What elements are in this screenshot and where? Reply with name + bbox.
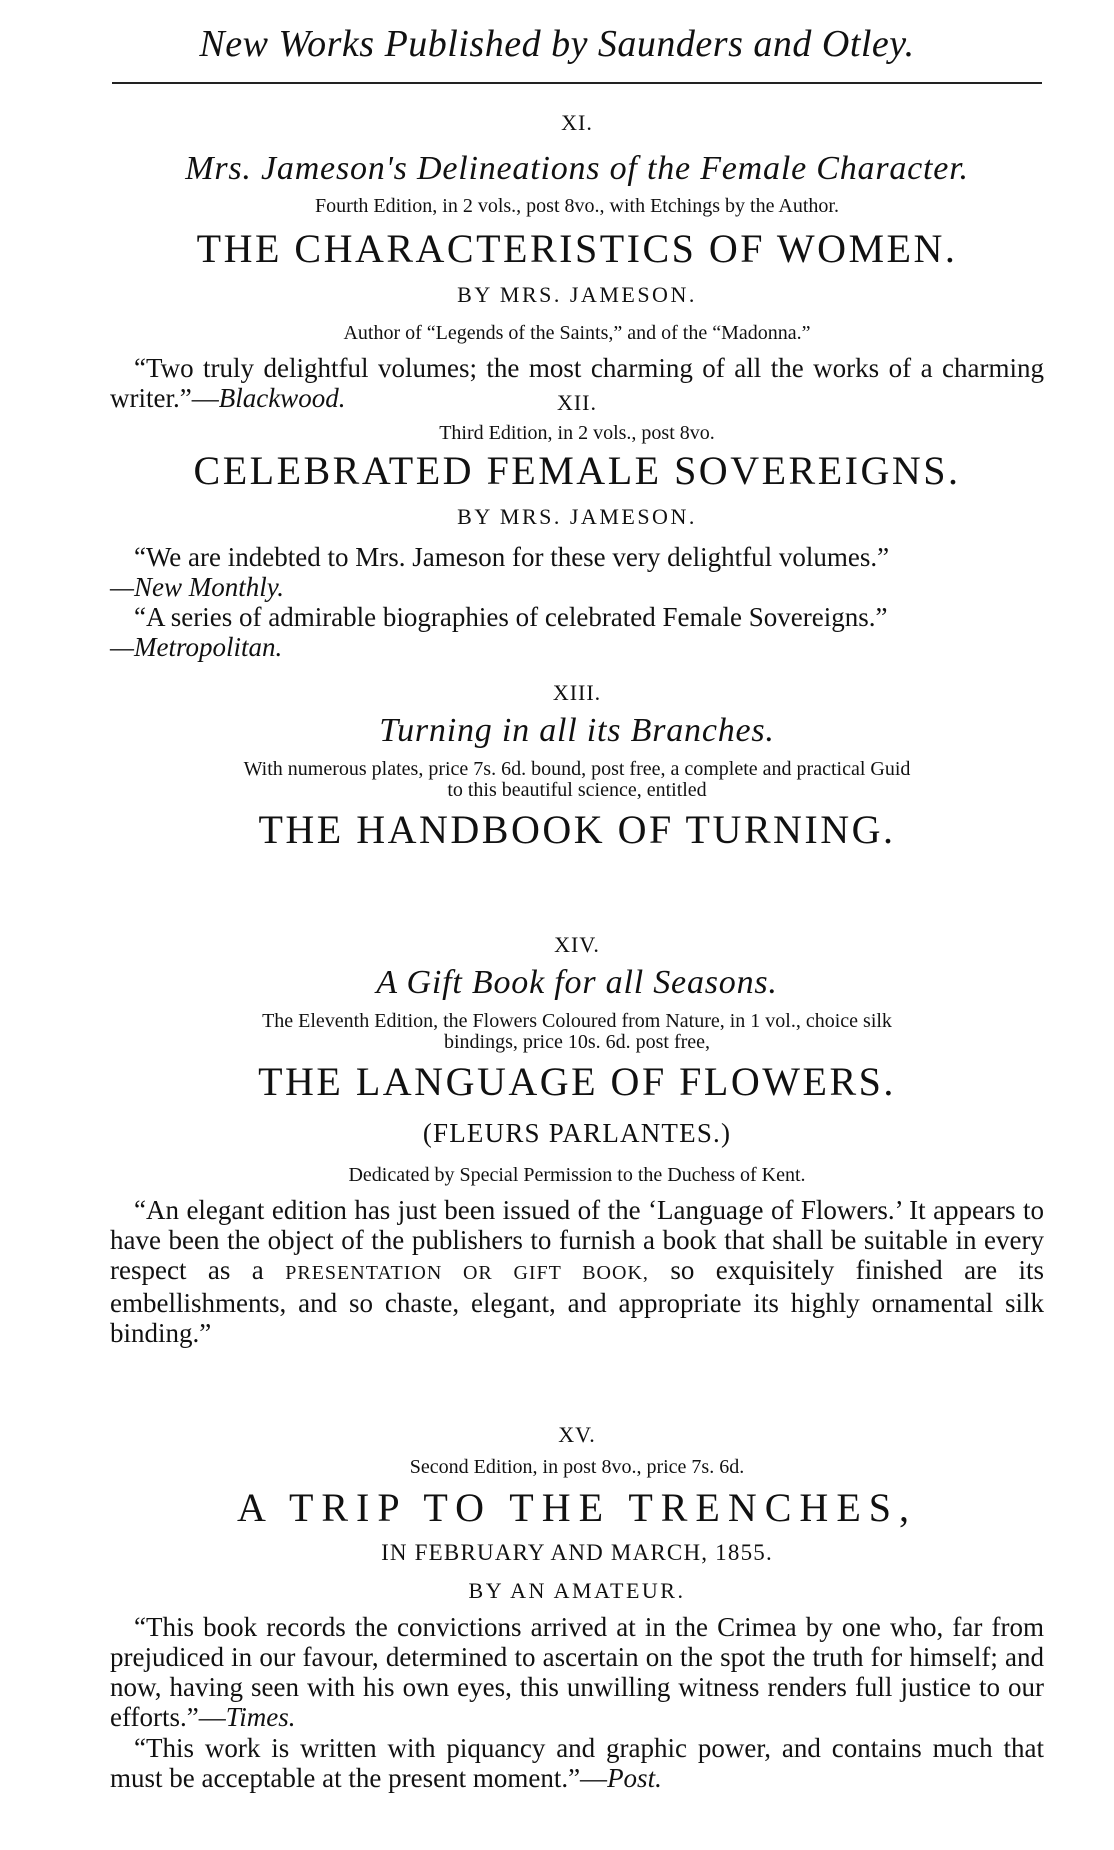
entry-number: XIII. [552, 680, 602, 705]
entry-title: THE HANDBOOK OF TURNING. [258, 807, 896, 852]
quote-text: “This work is written with piquancy and graphic power, and contains much that must be acceptable at the present moment.”— [110, 1733, 1044, 1793]
running-head: New Works Published by Saunders and Otley. [199, 23, 915, 65]
quote-text: “An elegant edition has just been issued of the ‘Language of Flowers.’ It appears to have been the object of the publishers to furnish a book that shall be suitable in every respect as a [110, 1195, 1044, 1285]
entry-edition: Third Edition, in 2 vols., post 8vo. [439, 422, 715, 444]
entry-subtitle: Mrs. Jameson's Delineations of the Female Character. [185, 150, 969, 187]
quote-text: so exquisitely finished are its embellishments, and so chaste, elegant, and appropriate its highly ornamental silk binding.” [110, 1255, 1044, 1348]
entry-alt-title: (FLEURS PARLANTES.) [422, 1118, 732, 1148]
quote-text: “A series of admirable biographies of celebrated Female Sovereigns.” [134, 602, 888, 632]
quote-source: Blackwood. [218, 383, 346, 413]
quote-source: —Metropolitan. [110, 632, 283, 662]
entry-number: XII. [556, 390, 598, 415]
entry-number: XIV. [554, 932, 600, 957]
quote-text: “We are indebted to Mrs. Jameson for these very delightful volumes.” [134, 542, 890, 572]
entry-byline: BY MRS. JAMESON. [457, 504, 697, 529]
entry-title: A TRIP TO THE TRENCHES, [236, 1485, 917, 1530]
quote-text: “This book records the convictions arrived at in the Crimea by one who, far from prejudiced in our favour, determined to ascertain on the spot the truth for himself; and now, having seen with his own eyes, this unwilling witness renders full justice to our efforts.”— [110, 1612, 1044, 1732]
entry-number: XV. [558, 1422, 596, 1447]
entry-subtitle: Turning in all its Branches. [379, 712, 775, 749]
entry-quote-1 [110, 1612, 1044, 1732]
entry-title: THE LANGUAGE OF FLOWERS. [258, 1059, 896, 1104]
header-rule [112, 82, 1042, 84]
entry-edition-line-2: to this beautiful science, entitled [447, 779, 707, 801]
entry-number: XI. [561, 110, 593, 135]
entry-byline: BY AN AMATEUR. [468, 1578, 686, 1603]
entry-byline: BY MRS. JAMESON. [457, 282, 697, 307]
entry-edition-line-1: The Eleventh Edition, the Flowers Coloured from Nature, in 1 vol., choice silk [262, 1010, 892, 1032]
entry-edition-line-1: With numerous plates, price 7s. 6d. bound, post free, a complete and practical Guid [243, 758, 911, 780]
entry-quote-2 [110, 1733, 1044, 1793]
quote-source: Times. [225, 1702, 296, 1732]
entry-quote-1 [110, 542, 1044, 572]
entry-quote-2 [110, 602, 1044, 632]
entry-edition: Second Edition, in post 8vo., price 7s. 6d. [409, 1456, 745, 1478]
quote-small-caps: PRESENTATION OR GIFT BOOK, [285, 1262, 649, 1284]
entry-dedication: Dedicated by Special Permission to the Duchess of Kent. [348, 1164, 806, 1186]
entry-title: THE CHARACTERISTICS OF WOMEN. [196, 226, 958, 271]
quote-text: “Two truly delightful volumes; the most charming of all the works of a charming writer.”— [110, 353, 1044, 413]
quote-source: Post. [607, 1763, 662, 1793]
entry-subtitle: A Gift Book for all Seasons. [376, 964, 778, 1001]
entry-subtitle: IN FEBRUARY AND MARCH, 1855. [381, 1540, 773, 1565]
entry-title: CELEBRATED FEMALE SOVEREIGNS. [193, 448, 961, 493]
entry-quote [110, 1195, 1044, 1348]
entry-edition: Fourth Edition, in 2 vols., post 8vo., with Etchings by the Author. [315, 195, 839, 217]
quote-source: —New Monthly. [110, 572, 284, 602]
entry-note: Author of “Legends of the Saints,” and of the “Madonna.” [343, 322, 811, 344]
entry-edition-line-2: bindings, price 10s. 6d. post free, [443, 1031, 711, 1053]
